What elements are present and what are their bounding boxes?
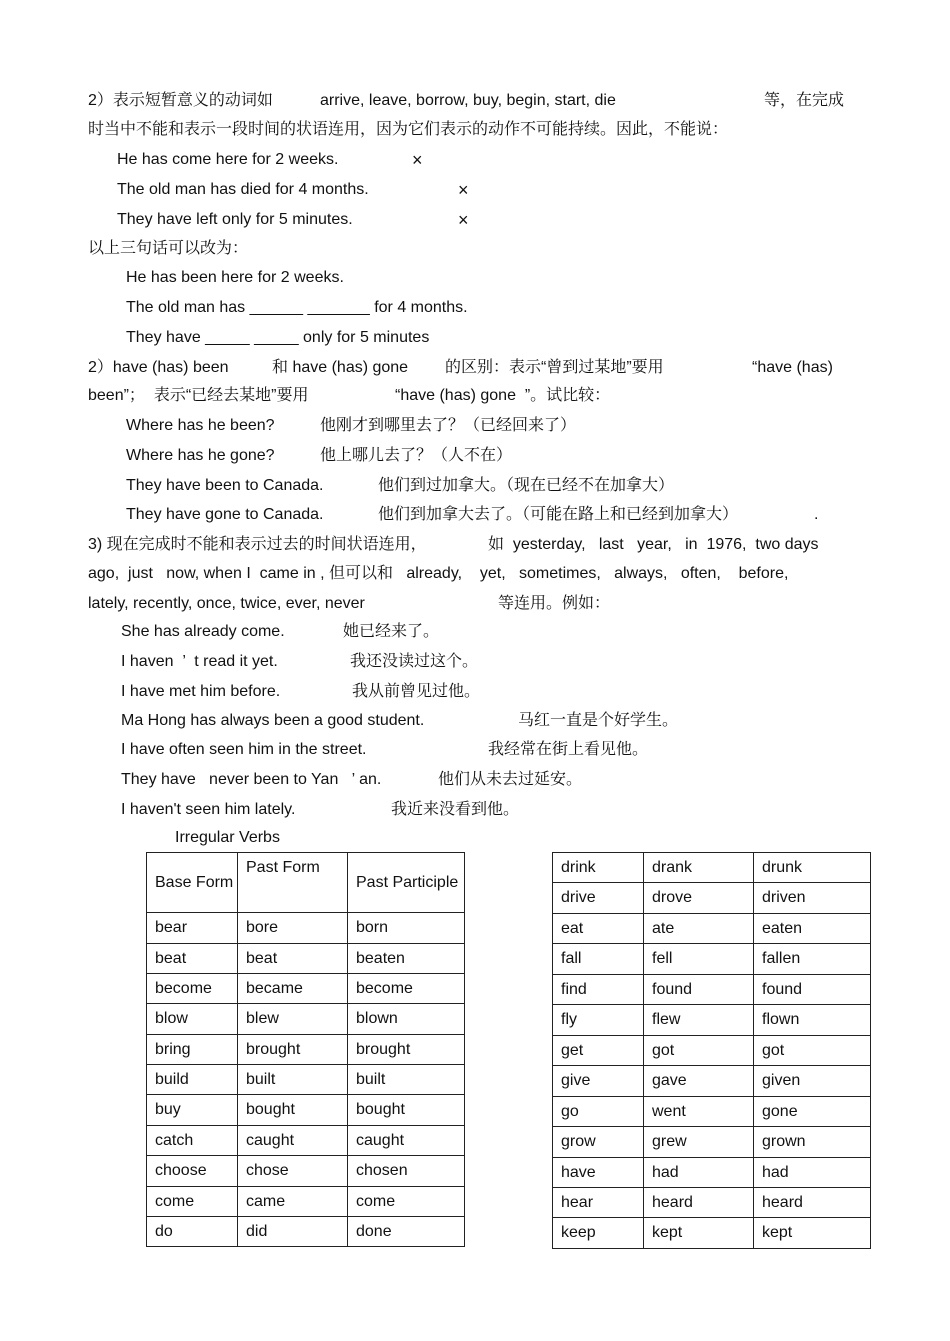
cell: gave xyxy=(644,1066,754,1097)
table-row xyxy=(553,1005,871,1036)
sec3-line3-b: 等连用。例如： xyxy=(498,595,611,612)
cell: had xyxy=(644,1158,754,1188)
sec3-line1-b: 如 yesterday, last year, in 1976, two days xyxy=(488,536,819,553)
cell: bear xyxy=(147,913,238,944)
example-zh-3: 我从前曾见过他。 xyxy=(352,683,481,700)
compare-zh-2: 他上哪儿去了？（人不在） xyxy=(320,447,513,464)
table-row xyxy=(147,1156,465,1187)
table-row xyxy=(147,974,465,1004)
example-zh-2: 我还没读过这个。 xyxy=(350,653,479,670)
cell: blew xyxy=(238,1004,348,1035)
cell: gone xyxy=(754,1097,871,1127)
compare-zh-1: 他刚才到哪里去了？（已经回来了） xyxy=(320,417,577,434)
cell: caught xyxy=(238,1126,348,1156)
cell: eat xyxy=(553,914,644,944)
cell: eaten xyxy=(754,914,871,944)
cell: give xyxy=(553,1066,644,1097)
cross-mark-2: × xyxy=(458,180,469,200)
sec2b-line2-b: “have (has) gone ”。试比较： xyxy=(395,387,611,404)
sec2b-line2-a: been”； 表示“已经去某地”要用 xyxy=(88,387,309,404)
cell: drive xyxy=(553,883,644,914)
header-past-form: Past Form xyxy=(238,853,348,913)
change-intro: 以上三句话可以改为： xyxy=(88,240,249,257)
example-zh-6: 他们从未去过延安。 xyxy=(438,771,583,788)
table-row xyxy=(553,1036,871,1066)
wrong-sentence-2: The old man has died for 4 months. xyxy=(117,181,369,198)
cell: fallen xyxy=(754,944,871,975)
cell: grown xyxy=(754,1127,871,1158)
cell: become xyxy=(348,974,465,1004)
example-en-2: I haven ’ t read it yet. xyxy=(121,653,278,670)
compare-tail-dot: . xyxy=(814,506,819,523)
cell: keep xyxy=(553,1218,644,1249)
sec2b-line1-c: 的区别：表示“曾到过某地”要用 xyxy=(445,359,664,376)
table-title: Irregular Verbs xyxy=(175,829,280,846)
table-row xyxy=(553,975,871,1005)
cell: got xyxy=(644,1036,754,1066)
cell: choose xyxy=(147,1156,238,1187)
table-row xyxy=(553,1097,871,1127)
table-row xyxy=(553,883,871,914)
table-row xyxy=(147,913,465,944)
cell: heard xyxy=(644,1188,754,1218)
cell: built xyxy=(348,1065,465,1095)
cell: blow xyxy=(147,1004,238,1035)
cell: got xyxy=(754,1036,871,1066)
example-en-7: I haven't seen him lately. xyxy=(121,801,296,818)
example-en-5: I have often seen him in the street. xyxy=(121,741,367,758)
cell: chose xyxy=(238,1156,348,1187)
cell: found xyxy=(754,975,871,1005)
cell: bring xyxy=(147,1035,238,1065)
fixed-sentence-1: He has been here for 2 weeks. xyxy=(126,269,344,286)
sec3-line2: ago, just now, when I came in , 但可以和 already, yet, sometimes, always, often, before, xyxy=(88,565,789,582)
example-en-1: She has already come. xyxy=(121,623,285,640)
cross-mark-3: × xyxy=(458,210,469,230)
fixed-sentence-3: They have _____ _____ only for 5 minutes xyxy=(126,329,430,346)
cell: brought xyxy=(348,1035,465,1065)
cell: hear xyxy=(553,1188,644,1218)
cell: catch xyxy=(147,1126,238,1156)
table-row xyxy=(553,853,871,883)
table-row xyxy=(553,914,871,944)
compare-en-3: They have been to Canada. xyxy=(126,477,324,494)
cell: kept xyxy=(644,1218,754,1249)
cell: bought xyxy=(238,1095,348,1126)
cell: buy xyxy=(147,1095,238,1126)
sec3-line1-a: 3) 现在完成时不能和表示过去的时间状语连用， xyxy=(88,536,427,553)
cell: came xyxy=(238,1187,348,1217)
cell: born xyxy=(348,913,465,944)
sec2a-line2: 时当中不能和表示一段时间的状语连用，因为它们表示的动作不可能持续。因此，不能说： xyxy=(88,121,729,138)
wrong-sentence-1: He has come here for 2 weeks. xyxy=(117,151,339,168)
example-zh-1: 她已经来了。 xyxy=(343,623,440,640)
cell: given xyxy=(754,1066,871,1097)
cell: beaten xyxy=(348,944,465,974)
cell: blown xyxy=(348,1004,465,1035)
table-row xyxy=(147,1126,465,1156)
sec2a-line1-verbs: arrive, leave, borrow, buy, begin, start, die xyxy=(320,92,616,109)
irregular-verbs-table-left xyxy=(146,852,465,1247)
wrong-sentence-3: They have left only for 5 minutes. xyxy=(117,211,353,228)
example-en-6: They have never been to Yan ’ an. xyxy=(121,771,382,788)
cell: brought xyxy=(238,1035,348,1065)
cell: done xyxy=(348,1217,465,1247)
header-past-participle: Past Participle xyxy=(348,853,465,913)
cell: fly xyxy=(553,1005,644,1036)
cell: had xyxy=(754,1158,871,1188)
header-base-form: Base Form xyxy=(147,853,238,913)
cell: beat xyxy=(238,944,348,974)
table-row xyxy=(147,944,465,974)
example-zh-4: 马红一直是个好学生。 xyxy=(518,712,679,729)
table-row xyxy=(553,1188,871,1218)
cell: drink xyxy=(553,853,644,883)
sec2b-line1-b: 和 have (has) gone xyxy=(272,359,409,376)
cell: build xyxy=(147,1065,238,1095)
cell: go xyxy=(553,1097,644,1127)
compare-en-4: They have gone to Canada. xyxy=(126,506,324,523)
cell: get xyxy=(553,1036,644,1066)
cell: flown xyxy=(754,1005,871,1036)
cell: driven xyxy=(754,883,871,914)
cell: bore xyxy=(238,913,348,944)
table-row xyxy=(147,1065,465,1095)
table-row xyxy=(147,1187,465,1217)
sec2b-line1-a: 2）have (has) been xyxy=(88,359,229,376)
example-zh-5: 我经常在街上看见他。 xyxy=(488,741,649,758)
compare-zh-4: 他们到加拿大去了。（可能在路上和已经到加拿大） xyxy=(378,506,739,523)
cell: ate xyxy=(644,914,754,944)
irregular-verbs-table-right xyxy=(552,852,871,1249)
table-row xyxy=(553,1158,871,1188)
table-row xyxy=(553,944,871,975)
example-en-3: I have met him before. xyxy=(121,683,281,700)
cell: went xyxy=(644,1097,754,1127)
table-row xyxy=(553,1218,871,1249)
table-row xyxy=(147,1095,465,1126)
cell: beat xyxy=(147,944,238,974)
table-header-row xyxy=(147,853,465,913)
cell: flew xyxy=(644,1005,754,1036)
cell: built xyxy=(238,1065,348,1095)
cell: grow xyxy=(553,1127,644,1158)
compare-en-2: Where has he gone? xyxy=(126,447,275,464)
cell: became xyxy=(238,974,348,1004)
cell: fell xyxy=(644,944,754,975)
cell: find xyxy=(553,975,644,1005)
table-row xyxy=(553,1066,871,1097)
example-zh-7: 我近来没看到他。 xyxy=(391,801,520,818)
cell: come xyxy=(348,1187,465,1217)
cell: heard xyxy=(754,1188,871,1218)
cell: drunk xyxy=(754,853,871,883)
cross-mark-1: × xyxy=(412,150,423,170)
cell: come xyxy=(147,1187,238,1217)
sec2a-line1-end: 等，在完成 xyxy=(764,92,845,109)
cell: did xyxy=(238,1217,348,1247)
compare-en-1: Where has he been? xyxy=(126,417,275,434)
example-en-4: Ma Hong has always been a good student. xyxy=(121,712,425,729)
cell: have xyxy=(553,1158,644,1188)
table-row xyxy=(147,1004,465,1035)
cell: drove xyxy=(644,883,754,914)
sec3-line3-a: lately, recently, once, twice, ever, never xyxy=(88,595,365,612)
compare-zh-3: 他们到过加拿大。（现在已经不在加拿大） xyxy=(378,477,675,494)
cell: do xyxy=(147,1217,238,1247)
cell: become xyxy=(147,974,238,1004)
sec2a-line1-start: 2）表示短暂意义的动词如 xyxy=(88,92,273,109)
table-row xyxy=(147,1035,465,1065)
cell: kept xyxy=(754,1218,871,1249)
cell: fall xyxy=(553,944,644,975)
cell: drank xyxy=(644,853,754,883)
sec2b-line1-d: “have (has) xyxy=(752,359,833,376)
cell: caught xyxy=(348,1126,465,1156)
cell: found xyxy=(644,975,754,1005)
table-row xyxy=(147,1217,465,1247)
fixed-sentence-2: The old man has ______ _______ for 4 months. xyxy=(126,299,468,316)
table-row xyxy=(553,1127,871,1158)
cell: grew xyxy=(644,1127,754,1158)
cell: chosen xyxy=(348,1156,465,1187)
cell: bought xyxy=(348,1095,465,1126)
